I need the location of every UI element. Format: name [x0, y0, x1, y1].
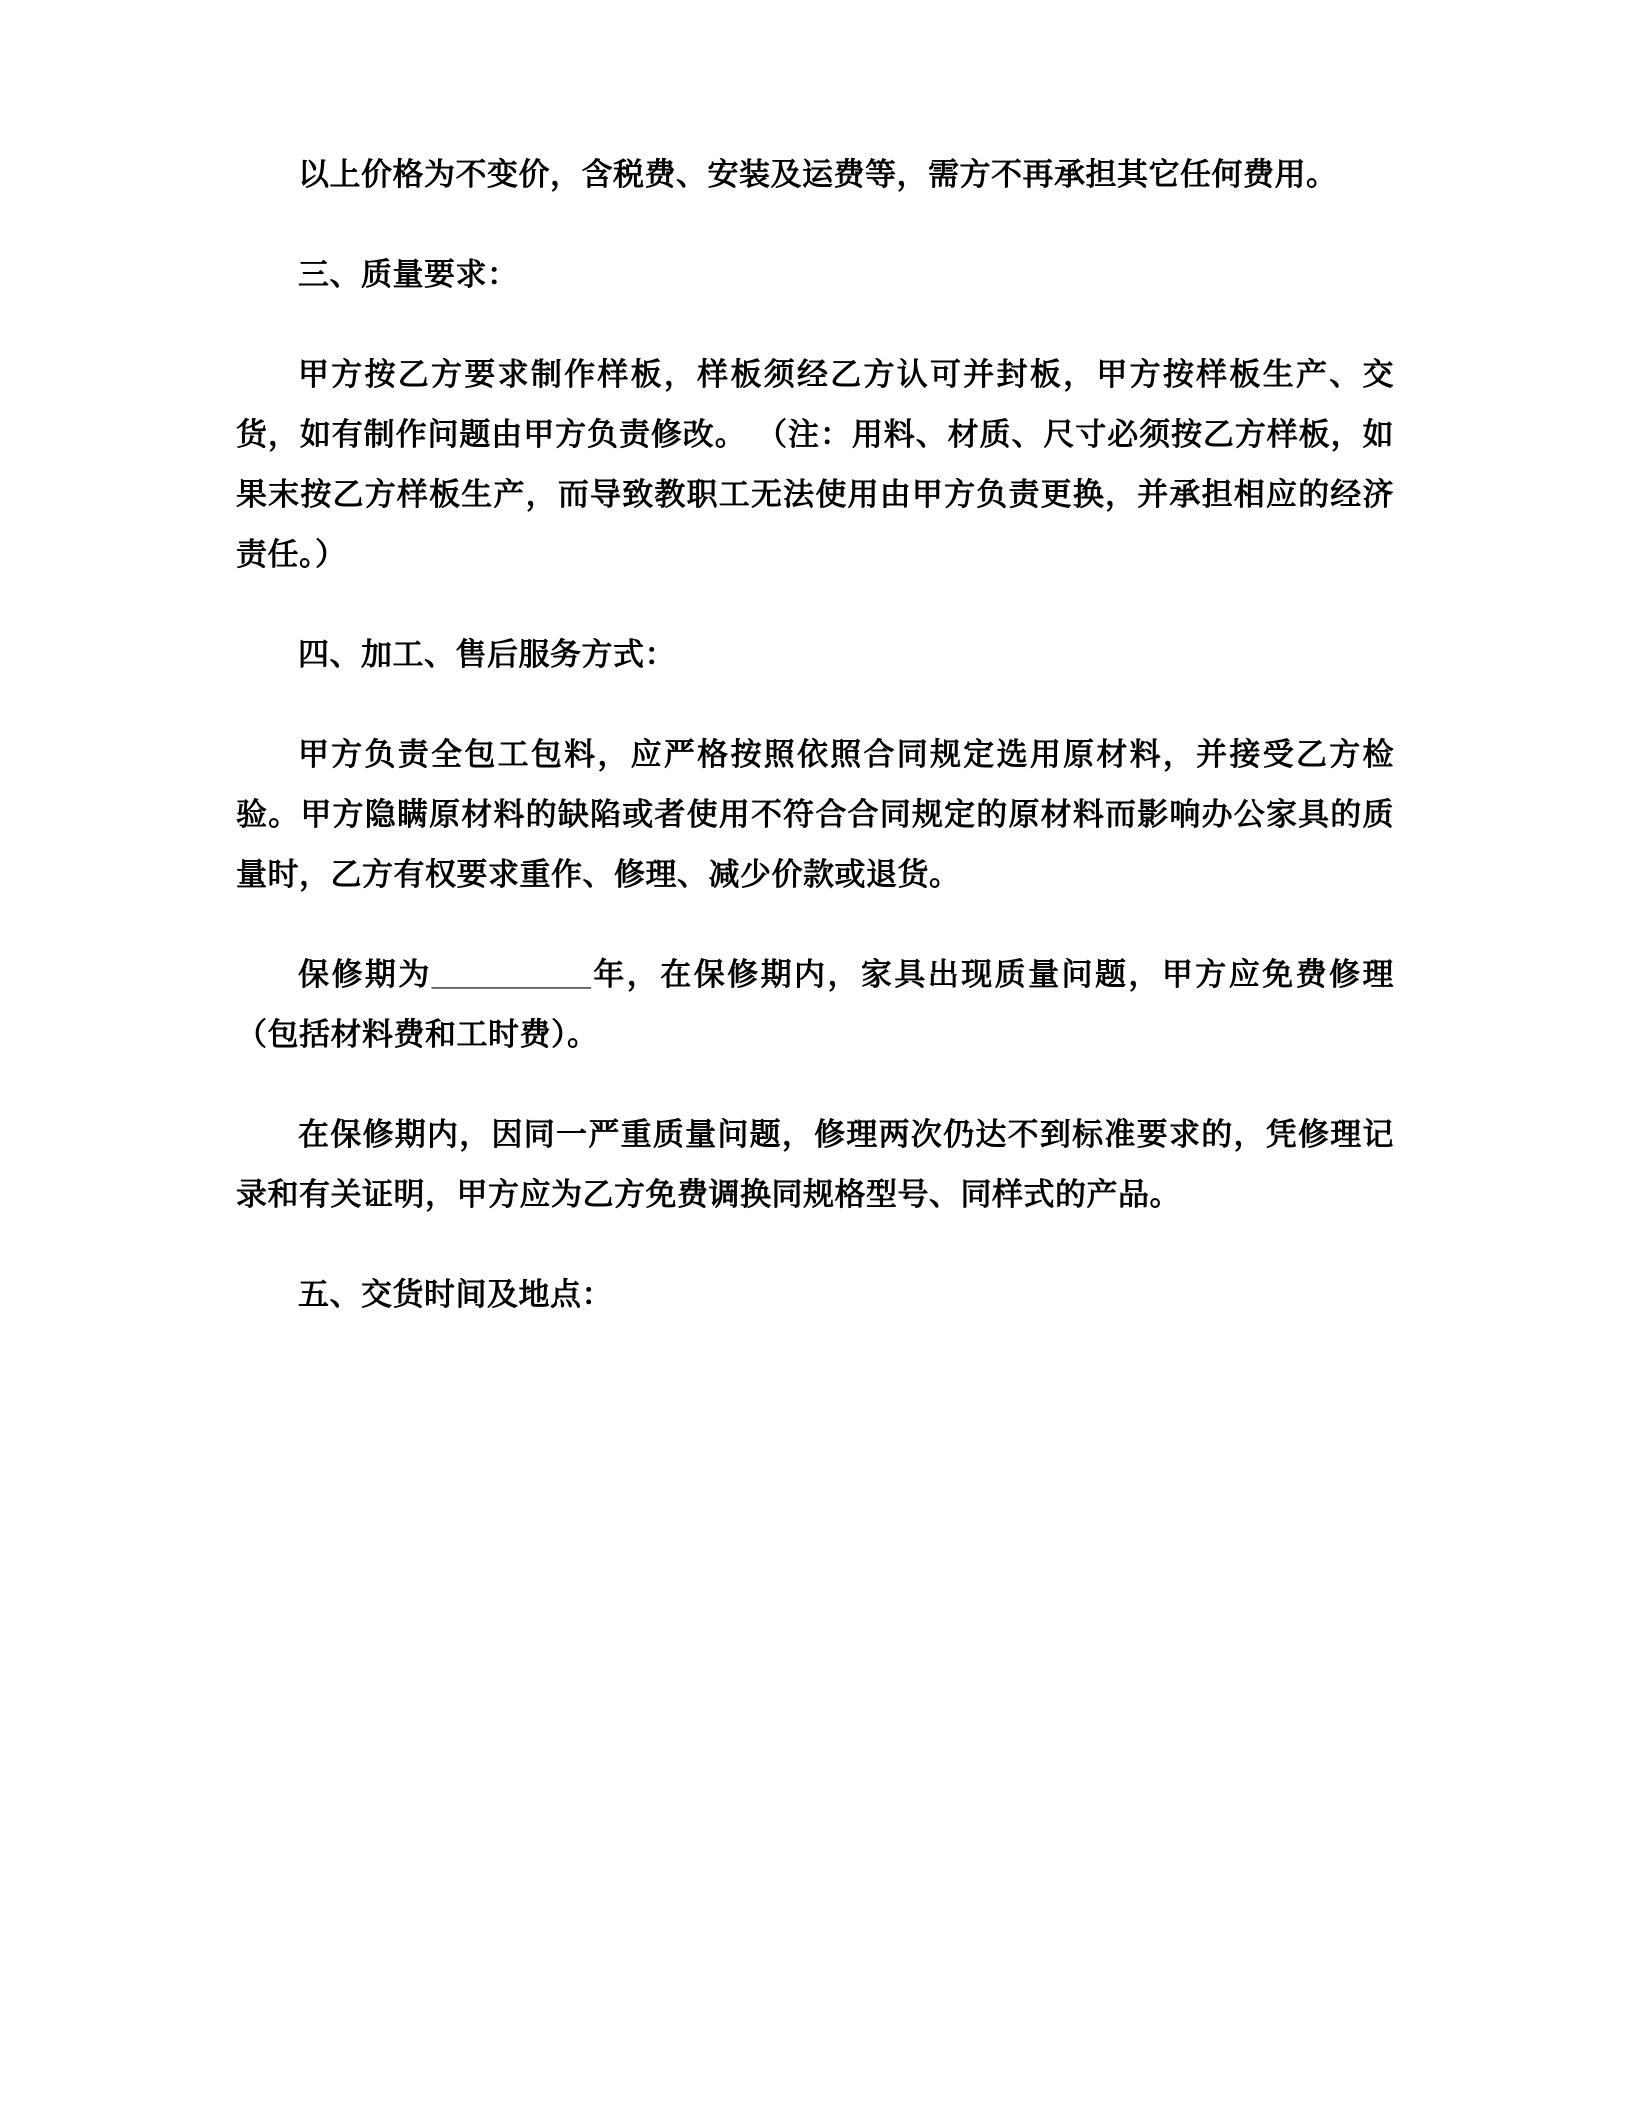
paragraph-price-note: 以上价格为不变价，含税费、安装及运费等，需方不再承担其它任何费用。: [298, 157, 1338, 192]
heading-section-5-delivery: 五、交货时间及地点：: [298, 1277, 613, 1312]
heading-section-4-service: 四、加工、售后服务方式：: [298, 637, 676, 672]
paragraph-sample-board: 甲方按乙方要求制作样板，样板须经乙方认可并封板，甲方按样板生产、交货，如有制作问题由甲方负责修改。 （注：用料、材质、尺寸必须按乙方样板，如果末按乙方样板生产，而导致教职工无法使用由甲方负责更换，并承担相应的经济责任。）: [236, 357, 1394, 572]
paragraph-warranty-period: 保修期为_________年，在保修期内，家具出现质量问题，甲方应免费修理（包括材料费和工时费）。: [236, 957, 1394, 1052]
paragraph-materials-inspection: 甲方负责全包工包料，应严格按照依照合同规定选用原材料，并接受乙方检验。甲方隐瞒原材料的缺陷或者使用不符合合同规定的原材料而影响办公家具的质量时，乙方有权要求重作、修理、减少价款或退货。: [236, 737, 1394, 892]
paragraph-replacement-policy: 在保修期内，因同一严重质量问题，修理两次仍达不到标准要求的，凭修理记录和有关证明，甲方应为乙方免费调换同规格型号、同样式的产品。: [236, 1117, 1394, 1212]
heading-section-3-quality: 三、质量要求：: [298, 257, 519, 292]
